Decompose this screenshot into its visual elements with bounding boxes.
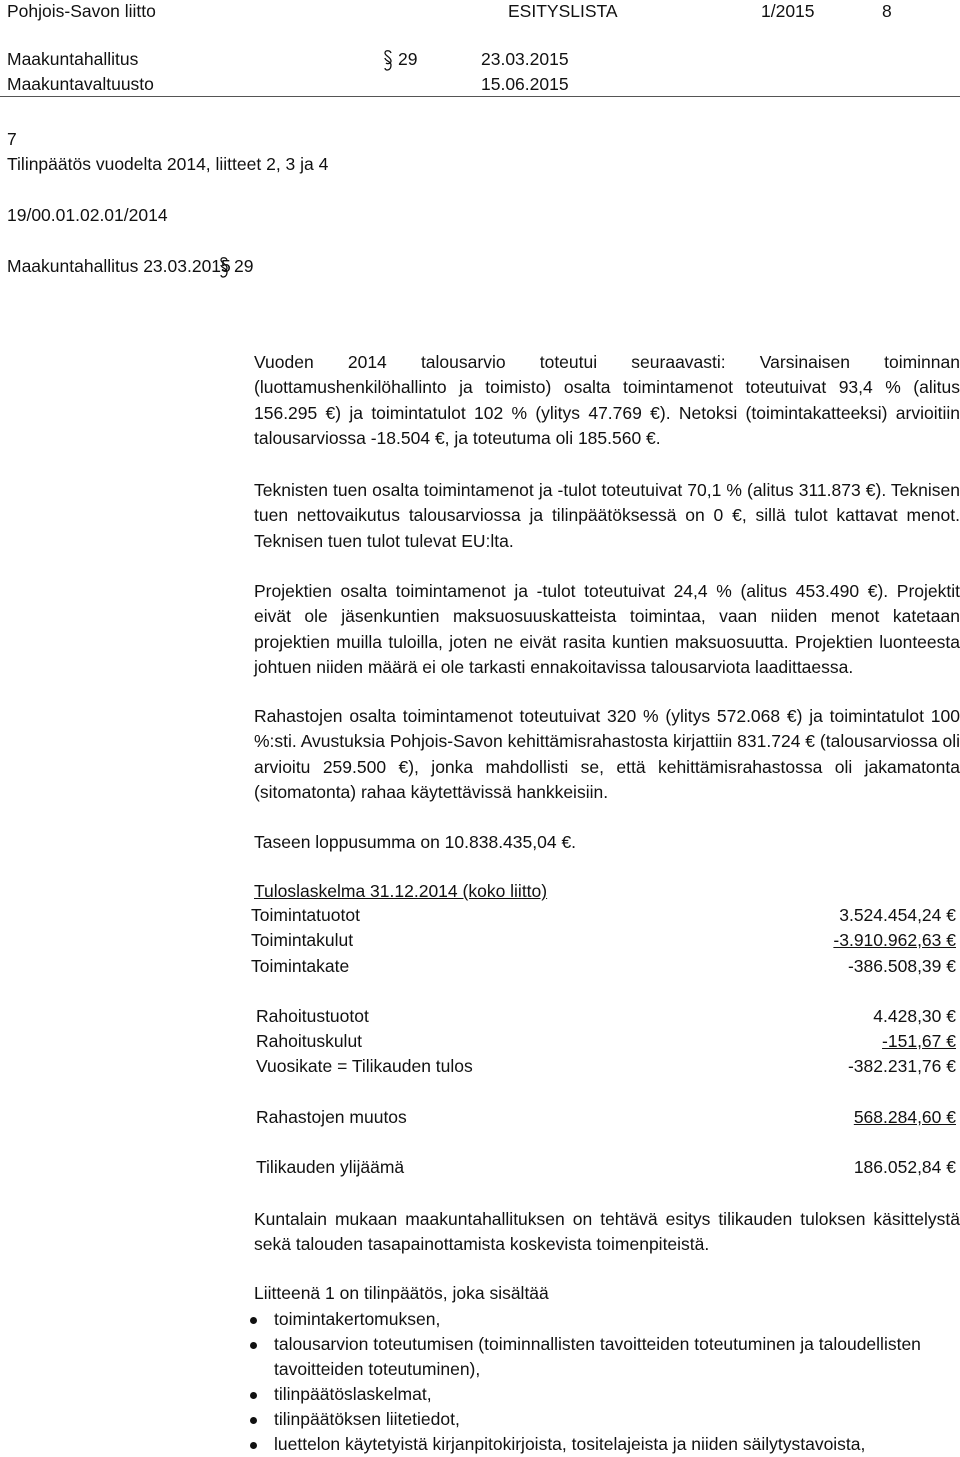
income-row-value: -3.910.962,63 € xyxy=(833,930,956,950)
list-item: toimintakertomuksen, xyxy=(248,1307,960,1332)
paragraph-funds: Rahastojen osalta toimintamenot toteutuivat 320 % (ylitys 572.068 €) ja toimintatulot 100 %:sti. Avustuksia Pohjois-Savon kehittämisrahastosta kirjattiin 831.724 € (talousarviossa oli arvioitu 259.500 €), jonka mahdollisti se, että kehittämisrahastossa oli jakamatonta (sitomatonta) rahaa käytettävissä hankkeisiin. xyxy=(254,706,960,803)
income-row-label: Vuosikate = Tilikauden tulos xyxy=(256,1056,473,1076)
issue-number: 1/2015 xyxy=(761,1,815,21)
income-row-label: Toimintatuotot xyxy=(251,905,360,925)
income-row-label: Toimintakate xyxy=(251,956,350,976)
income-row-value: -382.231,76 € xyxy=(847,1056,956,1076)
body-date-2: 15.06.2015 xyxy=(481,74,569,94)
income-row-value: 568.284,60 € xyxy=(853,1107,956,1127)
income-row-label: Tilikauden ylijäämä xyxy=(256,1157,405,1177)
income-row-value: -151,67 € xyxy=(882,1031,956,1051)
history-section: 29 xyxy=(234,256,254,276)
income-row-label: Rahoituskulut xyxy=(256,1031,363,1051)
list-item: talousarvion toteutumisen (toiminnallisten tavoitteiden toteutuminen ja taloudellisten tavoitteiden toteutuminen), xyxy=(248,1332,960,1382)
document-type: ESITYSLISTA xyxy=(508,1,618,21)
income-row-value: 3.524.454,24 € xyxy=(839,905,956,925)
history-prefix: Maakuntahallitus 23.03.2015 xyxy=(7,256,231,276)
body-name-2: Maakuntavaltuusto xyxy=(7,74,154,94)
reference-code: 19/00.01.02.01/2014 xyxy=(7,205,168,225)
income-statement-heading: Tuloslaskelma 31.12.2014 (koko liitto) xyxy=(254,881,548,901)
page-number: 8 xyxy=(882,1,892,21)
organization-name: Pohjois-Savon liitto xyxy=(7,1,156,21)
income-row xyxy=(251,928,956,953)
income-row xyxy=(256,1155,956,1180)
paragraph-budget-summary: Vuoden 2014 talousarvio toteutui seuraavasti: Varsinaisen toiminnan (luottamushenkilöhallinto ja toimisto) osalta toimintamenot toteutuivat 93,4 % (alitus 156.295 €) ja toimintatulot 102 % (ylitys 47.769 €). Netoksi (toimintakatteeksi) arvioitiin talousarviossa -18.504 €, ja toteutuma oli 185.560 €. xyxy=(254,352,960,449)
body-name-1: Maakuntahallitus xyxy=(7,49,139,69)
income-row xyxy=(256,1105,956,1130)
header-divider xyxy=(0,96,960,97)
income-row-value: 4.428,30 € xyxy=(873,1006,956,1026)
paragraph-technical-support: Teknisten tuen osalta toimintamenot ja -tulot toteutuivat 70,1 % (alitus 311.873 €). Teknisen tuen nettovaikutus talousarviossa ja tilinpäätöksessä on 0 €, sillä tulot kattavat menot. Teknisen tuen tulot tulevat EU:lta. xyxy=(254,480,960,551)
attachment-list xyxy=(248,1307,960,1457)
income-row xyxy=(251,954,956,979)
income-row xyxy=(256,1029,956,1054)
income-row-value: -386.508,39 € xyxy=(847,956,956,976)
body-date-1: 23.03.2015 xyxy=(481,49,569,69)
paragraph-projects: Projektien osalta toimintamenot ja -tulot toteutuivat 24,4 % (alitus 453.490 €). Projektit eivät ole jäsenkuntien maksuosuuskatteista toimintaa, vaan niiden menot katetaan projektien muilla tuloilla, joten ne eivät rasita kuntien maksuosuutta. Projektien luonteesta johtuen niiden määrä ei ole tarkasti ennakoitavissa talousarviota laadittaessa. xyxy=(254,581,960,678)
list-item: tilinpäätöksen liitetiedot, xyxy=(248,1407,960,1432)
section-sign-icon xyxy=(218,256,230,280)
paragraph-balance-total: Taseen loppusumma on 10.838.435,04 €. xyxy=(254,832,577,852)
income-row xyxy=(256,1054,956,1079)
income-row-value: 186.052,84 € xyxy=(853,1157,956,1177)
income-row-label: Rahastojen muutos xyxy=(256,1107,407,1127)
paragraph-municipal-law: Kuntalain mukaan maakuntahallituksen on tehtävä esitys tilikauden tuloksen käsittelystä sekä talouden tasapainottamista koskevista toimenpiteistä. xyxy=(254,1209,960,1255)
income-row xyxy=(256,1004,956,1029)
item-number: 7 xyxy=(7,129,17,149)
attachment-intro: Liitteenä 1 on tilinpäätös, joka sisältää xyxy=(254,1283,549,1303)
item-title: Tilinpäätös vuodelta 2014, liitteet 2, 3 ja 4 xyxy=(7,154,329,174)
section-sign-icon xyxy=(382,49,394,73)
body-section-1: 29 xyxy=(398,49,418,69)
income-row-label: Toimintakulut xyxy=(251,930,354,950)
income-row xyxy=(251,903,956,928)
list-item: tilinpäätöslaskelmat, xyxy=(248,1382,960,1407)
income-row-label: Rahoitustuotot xyxy=(256,1006,369,1026)
list-item: luettelon käytetyistä kirjanpitokirjoista, tositelajeista ja niiden säilytystavoista, xyxy=(248,1432,960,1457)
